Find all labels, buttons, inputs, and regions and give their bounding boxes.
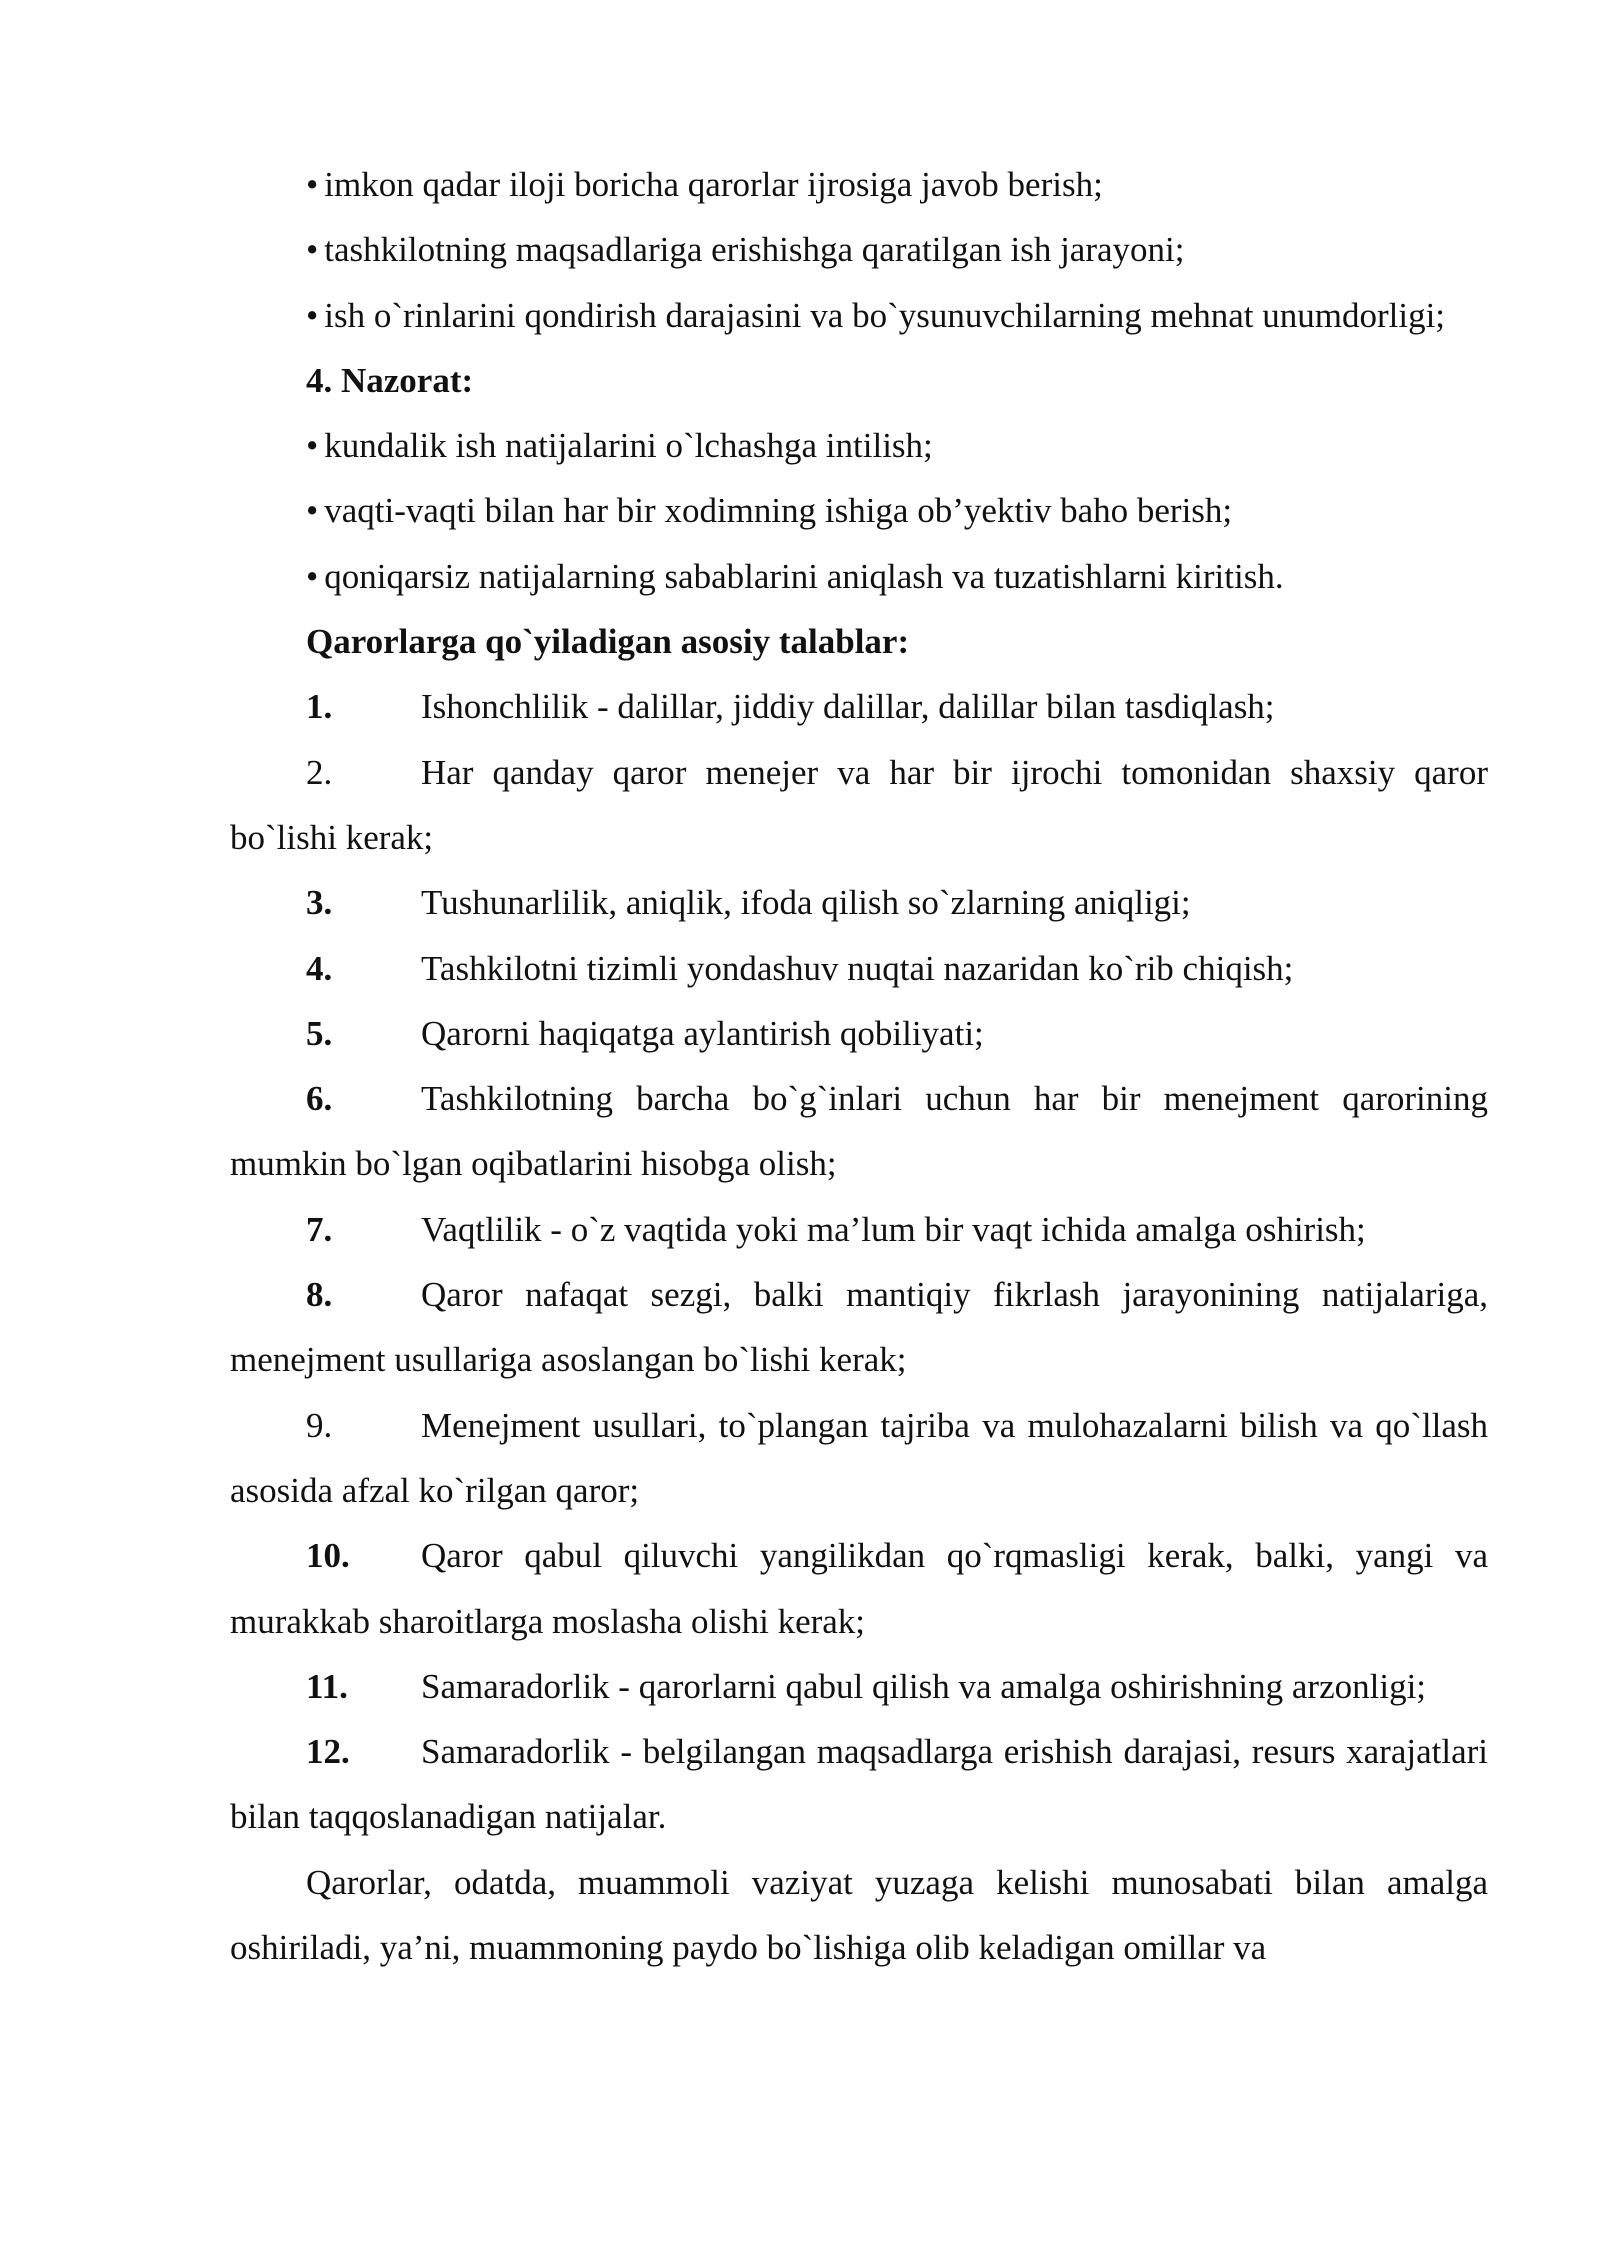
requirement-number: 2. [306,752,333,792]
requirement-item [230,740,1488,871]
requirement-text: Qarorni haqiqatga aylantirish qobiliyati; [421,1013,984,1053]
bullet-item [230,283,1488,348]
requirement-number: 9. [306,1405,333,1445]
bullet-text: tashkilotning maqsadlariga erishishga qaratilgan ish jarayoni; [324,230,1185,270]
bullet-icon: • [306,491,319,531]
requirement-number: 10. [306,1536,350,1576]
bullet-text: vaqti-vaqti bilan har bir xodimning ishiga ob’yektiv baho berish; [324,491,1233,531]
requirement-item [230,1654,1488,1719]
requirement-item [230,674,1488,739]
bullet-item [230,413,1488,478]
requirement-number: 4. [306,948,333,988]
requirements-list [230,674,1488,1849]
requirement-item [230,1001,1488,1066]
bullet-item [230,217,1488,282]
bullet-icon: • [306,295,319,335]
requirement-number: 11. [306,1666,348,1706]
requirement-item [230,1066,1488,1197]
requirement-number: 7. [306,1209,333,1249]
requirement-text: Menejment usullari, to`plangan tajriba va mulohazalarni bilish va qo`llash asosida afzal ko`rilgan qaror; [230,1405,1488,1510]
bullet-text: qoniqarsiz natijalarning sabablarini aniqlash va tuzatishlarni kiritish. [324,556,1284,596]
requirement-text: Har qanday qaror menejer va har bir ijrochi tomonidan shaxsiy qaror bo`lishi kerak; [230,752,1488,857]
requirement-item [230,1393,1488,1524]
requirement-text: Tushunarlilik, aniqlik, ifoda qilish so`zlarning aniqligi; [421,883,1191,923]
requirement-text: Vaqtlilik - o`z vaqtida yoki ma’lum bir vaqt ichida amalga oshirish; [421,1209,1366,1249]
requirement-item [230,1197,1488,1262]
requirement-item [230,1719,1488,1850]
requirement-text: Samaradorlik - belgilangan maqsadlarga erishish darajasi, resurs xarajatlari bilan taqqoslanadigan natijalar. [230,1732,1488,1837]
bullet-item [230,478,1488,543]
requirement-text: Tashkilotni tizimli yondashuv nuqtai nazaridan ko`rib chiqish; [421,948,1294,988]
requirement-number: 3. [306,883,333,923]
bullet-icon: • [306,230,319,270]
requirement-number: 5. [306,1013,333,1053]
closing-paragraph: Qarorlar, odatda, muammoli vaziyat yuzaga kelishi munosabati bilan amalga oshiriladi, ya’ni, muammoning paydo bo`lishiga olib keladigan omillar va [230,1862,1488,1968]
requirements-heading: Qarorlarga qo`yiladigan asosiy talablar: [306,622,910,662]
requirement-text: Ishonchlilik - dalillar, jiddiy dalillar, dalillar bilan tasdiqlash; [421,687,1275,727]
requirement-item [230,870,1488,935]
bullet-icon: • [306,556,319,596]
bullet-text: ish o`rinlarini qondirish darajasini va bo`ysunuvchilarning mehnat unumdorligi; [324,295,1446,335]
bullet-icon: • [306,165,319,204]
requirement-text: Samaradorlik - qarorlarni qabul qilish va amalga oshirishning arzonligi; [421,1666,1427,1706]
requirement-item [230,1523,1488,1654]
requirement-text: Qaror nafaqat sezgi, balki mantiqiy fikrlash jarayonining natijalariga, menejment usullariga asoslangan bo`lishi kerak; [230,1275,1488,1380]
requirement-text: Tashkilotning barcha bo`g`inlari uchun har bir menejment qarorining mumkin bo`lgan oqibatlarini hisobga olish; [230,1079,1488,1184]
requirement-item [230,936,1488,1001]
section-heading: 4. Nazorat: [306,360,474,400]
requirement-item [230,1262,1488,1393]
bullet-text: imkon qadar iloji boricha qarorlar ijrosiga javob berish; [324,165,1103,204]
bullet-icon: • [306,426,319,466]
bullet-item [230,544,1488,609]
bullet-text: kundalik ish natijalarini o`lchashga intilish; [324,426,933,466]
requirement-number: 12. [306,1732,350,1772]
requirement-text: Qaror qabul qiluvchi yangilikdan qo`rqmasligi kerak, balki, yangi va murakkab sharoitlarga moslasha olishi kerak; [230,1536,1488,1641]
requirement-number: 6. [306,1079,333,1119]
bullet-item [230,152,1488,217]
page-content [230,152,1488,1980]
requirement-number: 8. [306,1275,333,1315]
requirement-number: 1. [306,687,333,727]
